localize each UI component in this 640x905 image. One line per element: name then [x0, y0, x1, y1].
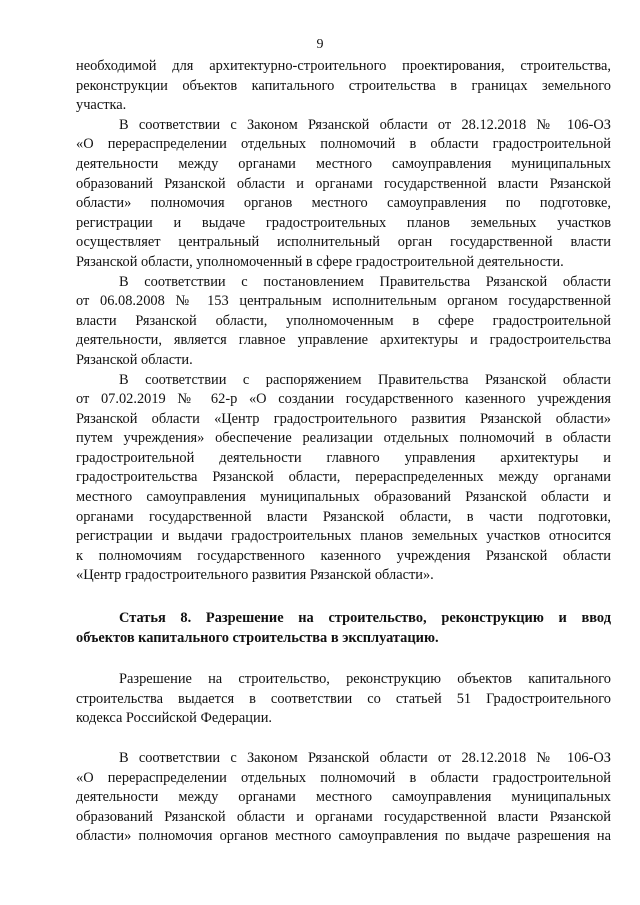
- text-line: «Центр градостроительного развития Рязанской области».: [76, 567, 434, 584]
- text-line: В соответствии с распоряжением Правительства Рязанской области: [119, 371, 611, 388]
- text-line: В соответствии с Законом Рязанской области от 28.12.2018 № 106-ОЗ: [119, 116, 611, 133]
- text-line: кодекса Российской Федерации.: [76, 710, 273, 727]
- text-line: Рязанской области, уполномоченный в сфере градостроительной деятельности.: [76, 253, 564, 270]
- paragraph-law-106oz-permits: [76, 749, 611, 847]
- text-line: к полномочиям государственного казенного учреждения Рязанской области: [76, 547, 611, 564]
- text-line: градостроительной деятельности главного управления архитектуры и: [76, 449, 611, 466]
- text-line: местного самоуправления муниципальных образований Рязанской области и: [76, 489, 611, 506]
- text-line: органами государственной власти Рязанской области, в части подготовки,: [76, 508, 611, 525]
- text-line: градостроительства Рязанской области, перераспределенных между органами: [76, 469, 611, 486]
- text-line: осуществляет центральный исполнительный орган государственной власти: [76, 234, 611, 251]
- heading-line: Статья 8. Разрешение на строительство, реконструкцию и ввод: [119, 610, 611, 627]
- text-line: образований Рязанской области и органами государственной власти Рязанской: [76, 175, 611, 192]
- text-line: области» полномочия органов местного самоуправления по выдаче разрешения на: [76, 828, 611, 845]
- text-line: В соответствии с Законом Рязанской области от 28.12.2018 № 106-ОЗ: [119, 750, 611, 766]
- text-line: деятельности, является главное управление архитектуры и градостроительства: [76, 332, 611, 349]
- text-line: В соответствии с постановлением Правительства Рязанской области: [119, 273, 611, 290]
- text-line: образований Рязанской области и органами государственной власти Рязанской: [76, 808, 611, 825]
- text-line: строительства выдается в соответствии со статьей 51 Градостроительного: [76, 690, 611, 707]
- text-line: от 06.08.2008 № 153 центральным исполнительным органом государственной: [76, 293, 611, 310]
- paragraph-order-62r: [76, 371, 611, 587]
- text-line: области» полномочия органов местного самоуправления по подготовке,: [76, 195, 611, 212]
- text-line: деятельности между органами местного самоуправления муниципальных: [76, 789, 611, 806]
- text-line: путем учреждения» обеспечение реализации отдельных полномочий в области: [76, 430, 611, 447]
- heading-line: объектов капитального строительства в эксплуатацию.: [76, 629, 439, 646]
- text-line: власти Рязанской области, уполномоченным в сфере градостроительной: [76, 312, 611, 329]
- text-line: регистрации и выдачи градостроительных планов земельных участков относится: [76, 528, 611, 545]
- paragraph-continuation: [76, 57, 611, 116]
- text-line: регистрации и выдаче градостроительных планов земельных участков: [76, 214, 611, 231]
- text-line: Рязанской области.: [76, 351, 193, 368]
- paragraph-building-permit: [76, 670, 611, 729]
- text-line: от 07.02.2019 № 62-р «О создании государственного казенного учреждения: [76, 391, 611, 408]
- article-8-heading: [76, 609, 611, 648]
- page-number: 9: [316, 37, 324, 52]
- text-line: реконструкции объектов капитального строительства в границах земельного: [76, 77, 611, 94]
- text-line: Рязанской области «Центр градостроительного развития Рязанской области»: [76, 410, 611, 427]
- paragraph-resolution-153: [76, 273, 611, 371]
- text-line: «О перераспределении отдельных полномочий в области градостроительной: [76, 136, 611, 153]
- document-body: [76, 57, 611, 847]
- text-line: деятельности между органами местного самоуправления муниципальных: [76, 155, 611, 172]
- text-line: Разрешение на строительство, реконструкцию объектов капитального: [119, 671, 611, 688]
- paragraph-law-106oz-gpzu: [76, 116, 611, 273]
- text-line: необходимой для архитектурно-строительного проектирования, строительства,: [76, 58, 611, 74]
- text-line: участка.: [76, 97, 127, 114]
- text-line: «О перераспределении отдельных полномочий в области градостроительной: [76, 769, 611, 786]
